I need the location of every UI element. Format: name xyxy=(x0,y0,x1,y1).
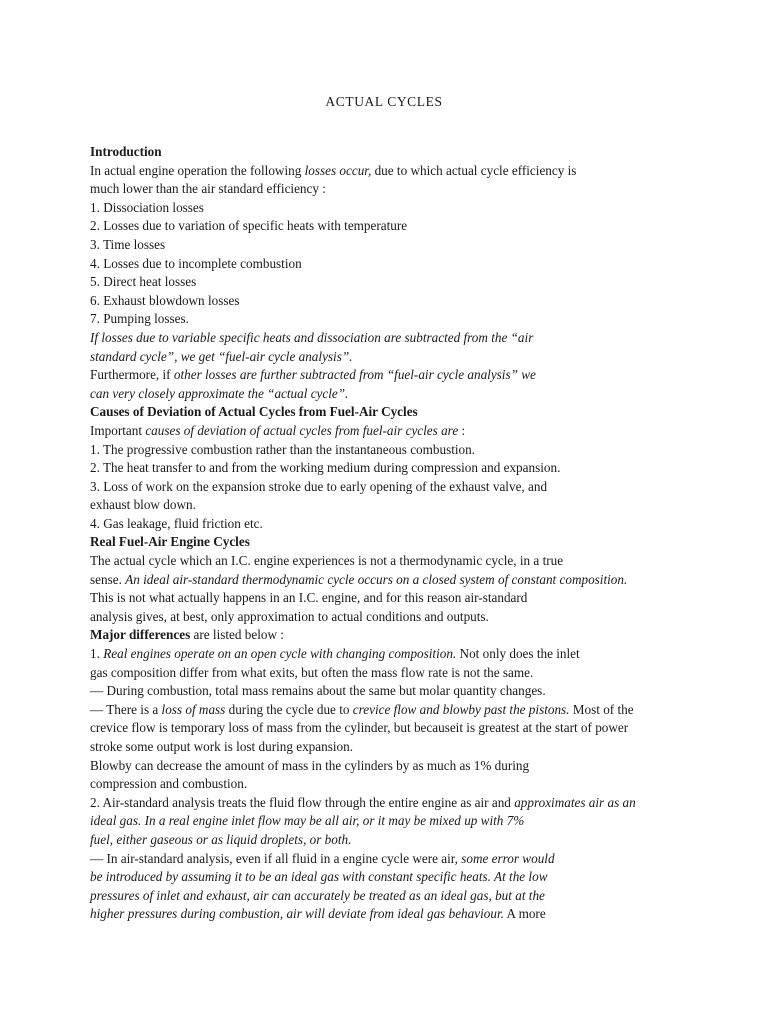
text-span: 1. The progressive combustion rather than the instantaneous combustion. xyxy=(90,441,476,457)
text-span: 7. Pumping losses. xyxy=(90,311,189,327)
text-line xyxy=(90,626,730,645)
text-span: Blowby can decrease the amount of mass in the cylinders by as much as 1% during xyxy=(90,757,530,773)
bold-text: Introduction xyxy=(90,144,162,159)
text-span: 3. Loss of work on the expansion stroke due to early opening of the exhaust valve, and xyxy=(90,478,548,494)
text-line xyxy=(90,589,730,608)
text-line xyxy=(90,757,730,776)
text-line xyxy=(90,719,730,738)
text-span: Important xyxy=(90,422,146,438)
text-line xyxy=(90,552,730,571)
text-line xyxy=(90,366,730,385)
text-line xyxy=(90,775,730,794)
text-line xyxy=(90,310,730,329)
text-span: In actual engine operation the following xyxy=(90,162,305,178)
text-span: gas composition differ from what exits, but often the mass flow rate is not the same. xyxy=(90,664,534,680)
text-span: Most of the xyxy=(569,701,634,717)
text-line xyxy=(90,515,730,534)
text-line xyxy=(90,199,730,218)
italic-text: approximates air as an xyxy=(514,794,636,810)
italic-text: Real engines operate on an open cycle with changing composition. xyxy=(103,646,457,662)
italic-text: fuel, either gaseous or as liquid droplets, or both. xyxy=(90,831,352,847)
italic-text: ideal gas. In a real engine inlet flow may be all air, or it may be mixed up with 7% xyxy=(90,813,525,829)
text-span: 3. Time losses xyxy=(90,236,166,252)
text-line xyxy=(90,701,730,720)
bold-text: Major differences xyxy=(90,627,191,643)
italic-text: losses occur, xyxy=(304,162,372,178)
text-line xyxy=(90,812,730,831)
text-span: 6. Exhaust blowdown losses xyxy=(90,292,240,308)
text-line xyxy=(90,441,730,460)
text-line xyxy=(90,533,730,552)
italic-text: crevice flow and blowby past the pistons. xyxy=(352,701,570,717)
text-line xyxy=(90,217,730,236)
text-line xyxy=(90,180,730,199)
text-span: 5. Direct heat losses xyxy=(90,274,197,290)
text-span: — In air-standard analysis, even if all fluid in a engine cycle were air, xyxy=(90,850,462,866)
italic-text: be introduced by assuming it to be an ideal gas with constant specific heats. At the low xyxy=(90,869,548,885)
italic-text: can very closely approximate the “actual cycle”. xyxy=(90,385,349,401)
text-span: during the cycle due to xyxy=(225,701,353,717)
text-line xyxy=(90,329,730,348)
text-line xyxy=(90,664,730,683)
text-span: much lower than the air standard efficiency : xyxy=(90,181,326,197)
text-line xyxy=(90,794,730,813)
page-title: ACTUAL CYCLES xyxy=(325,94,443,109)
document-body xyxy=(90,143,730,924)
text-line xyxy=(90,422,730,441)
text-line xyxy=(90,273,730,292)
text-line xyxy=(90,738,730,757)
text-span: crevice flow is temporary loss of mass from the cylinder, but becauseit is greatest at the start of power xyxy=(90,720,629,736)
bold-text: Causes of Deviation of Actual Cycles from Fuel-Air Cycles xyxy=(90,404,418,420)
text-span: compression and combustion. xyxy=(90,776,248,792)
text-line xyxy=(90,255,730,274)
italic-text: some error would xyxy=(461,850,555,866)
text-span: 1. Dissociation losses xyxy=(90,199,204,215)
text-line xyxy=(90,831,730,850)
italic-text: An ideal air-standard thermodynamic cycle occurs on a closed system of constant composition. xyxy=(125,571,628,587)
text-line xyxy=(90,850,730,869)
text-span: This is not what actually happens in an I.C. engine, and for this reason air-standard xyxy=(90,590,528,606)
text-span: Furthermore, if xyxy=(90,367,174,383)
text-span: sense. xyxy=(90,571,126,587)
text-line xyxy=(90,496,730,515)
text-line xyxy=(90,385,730,404)
text-line xyxy=(90,608,730,627)
text-line xyxy=(90,478,730,497)
text-span: The actual cycle which an I.C. engine experiences is not a thermodynamic cycle, in a true xyxy=(90,553,564,569)
text-line xyxy=(90,403,730,422)
italic-text: standard cycle”, we get “fuel-air cycle analysis”. xyxy=(90,348,353,364)
text-line xyxy=(90,645,730,664)
text-line xyxy=(90,348,730,367)
text-line xyxy=(90,887,730,906)
text-span: due to which actual cycle efficiency is xyxy=(371,162,577,178)
text-span: 1. xyxy=(90,646,104,662)
bold-text: Real Fuel-Air Engine Cycles xyxy=(90,534,250,550)
text-span: — There is a xyxy=(90,701,162,717)
italic-text: causes of deviation of actual cycles from fuel-air cycles are xyxy=(145,422,459,438)
italic-text: loss of mass xyxy=(161,701,226,717)
italic-text: If losses due to variable specific heats and dissociation are subtracted from the “air xyxy=(90,329,534,345)
text-span: exhaust blow down. xyxy=(90,497,196,513)
text-line xyxy=(90,292,730,311)
text-span: stroke some output work is lost during expansion. xyxy=(90,739,353,754)
text-line xyxy=(90,143,730,162)
italic-text: higher pressures during combustion, air will deviate from ideal gas behaviour. xyxy=(90,906,504,922)
italic-text: other losses are further subtracted from “fuel-air cycle analysis” we xyxy=(173,367,536,383)
text-span: — During combustion, total mass remains about the same but molar quantity changes. xyxy=(90,683,546,699)
text-span: 2. Losses due to variation of specific heats with temperature xyxy=(90,218,408,234)
text-line xyxy=(90,905,730,924)
text-span: analysis gives, at best, only approximation to actual conditions and outputs. xyxy=(90,608,489,624)
text-line xyxy=(90,571,730,590)
text-span: 4. Gas leakage, fluid friction etc. xyxy=(90,515,263,531)
text-span: 2. Air-standard analysis treats the fluid flow through the entire engine as air and xyxy=(90,794,515,810)
text-span: are listed below : xyxy=(190,627,284,643)
italic-text: pressures of inlet and exhaust, air can accurately be treated as an ideal gas, but at the xyxy=(90,887,545,903)
text-line xyxy=(90,868,730,887)
text-span: 4. Losses due to incomplete combustion xyxy=(90,255,302,271)
text-line xyxy=(90,236,730,255)
text-span: Not only does the inlet xyxy=(456,646,580,662)
text-span: : xyxy=(458,422,466,438)
text-line xyxy=(90,162,730,181)
text-line xyxy=(90,682,730,701)
text-line xyxy=(90,459,730,478)
text-span: 2. The heat transfer to and from the working medium during compression and expansion. xyxy=(90,460,561,476)
text-span: A more xyxy=(503,906,546,922)
